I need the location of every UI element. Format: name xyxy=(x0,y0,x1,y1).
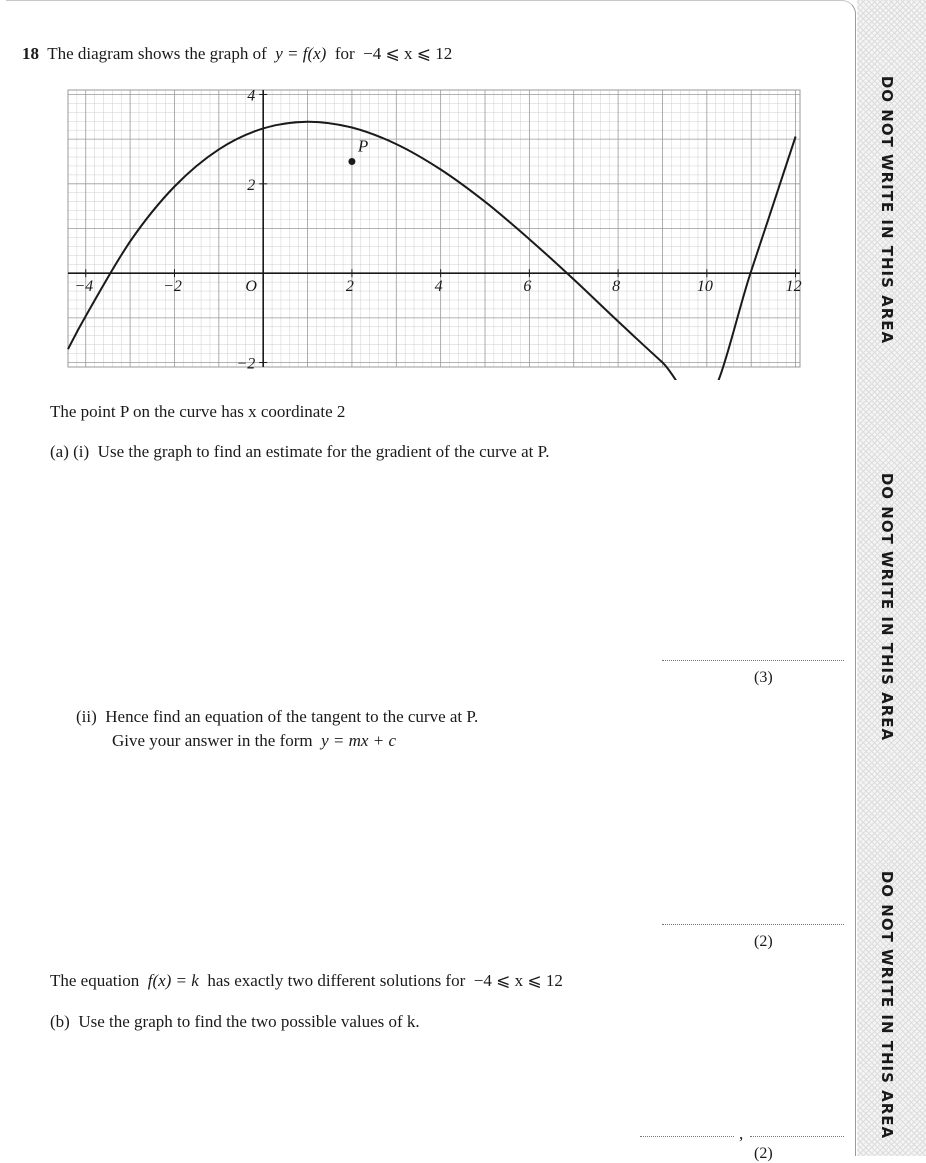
function-label: y = f(x) xyxy=(275,44,327,63)
answer-line-a-i[interactable] xyxy=(662,660,844,661)
form-expression: y = mx + c xyxy=(321,731,396,750)
equation-middle: has exactly two different solutions for xyxy=(207,971,466,990)
part-b-label: (b) xyxy=(50,1012,70,1031)
equation-range: −4 ⩽ x ⩽ 12 xyxy=(473,971,563,990)
part-a-ii xyxy=(76,707,478,727)
equation-statement xyxy=(50,971,563,991)
margin-warning-bottom: DO NOT WRITE IN THIS AREA xyxy=(878,870,897,1140)
part-a-label: (a) xyxy=(50,442,69,461)
answer-separator: , xyxy=(739,1124,744,1143)
x-tick-label: 4 xyxy=(434,278,443,296)
function-graph xyxy=(50,80,820,380)
x-tick-label: −4 xyxy=(74,278,94,296)
part-b xyxy=(50,1012,420,1032)
part-a-ii-form xyxy=(112,731,396,751)
y-tick-label: 2 xyxy=(247,176,256,194)
question-range: −4 ⩽ x ⩽ 12 xyxy=(363,44,453,63)
equation-expr: f(x) = k xyxy=(147,971,199,990)
x-tick-label: 10 xyxy=(696,278,713,296)
marks-a-ii: (2) xyxy=(754,933,773,950)
margin-warning-middle: DO NOT WRITE IN THIS AREA xyxy=(878,472,897,742)
part-a-i xyxy=(50,442,549,462)
question-heading xyxy=(22,44,452,64)
answer-line-b-1[interactable] xyxy=(640,1136,734,1137)
x-tick-label: O xyxy=(245,278,257,296)
part-a-i-text: Use the graph to find an estimate for the gradient of the curve at P. xyxy=(97,442,550,461)
answer-line-a-ii[interactable] xyxy=(662,924,844,925)
answer-line-b-2[interactable] xyxy=(750,1136,844,1137)
part-a-i-label: (i) xyxy=(73,442,90,461)
x-tick-label: −2 xyxy=(163,278,182,296)
point-p-statement: The point P on the curve has x coordinate 2 xyxy=(50,402,346,421)
part-a-ii-text: Hence find an equation of the tangent to the curve at P. xyxy=(105,707,479,726)
part-b-text: Use the graph to find the two possible values of k. xyxy=(78,1012,420,1031)
y-tick-label: 4 xyxy=(247,87,256,105)
equation-prefix: The equation xyxy=(50,971,140,990)
range-word: for xyxy=(334,44,355,63)
part-a-ii-label: (ii) xyxy=(76,707,97,726)
form-instruction: Give your answer in the form xyxy=(112,731,313,750)
x-tick-label: 6 xyxy=(523,278,532,296)
margin-warning-top: DO NOT WRITE IN THIS AREA xyxy=(878,75,897,345)
question-number: 18 xyxy=(22,44,39,63)
x-tick-label: 12 xyxy=(785,278,802,296)
point-p-label: P xyxy=(357,136,369,156)
x-tick-label: 2 xyxy=(345,278,354,296)
marks-a-i: (3) xyxy=(754,669,773,686)
marks-b: (2) xyxy=(754,1145,773,1162)
question-intro: The diagram shows the graph of xyxy=(47,44,267,63)
x-tick-label: 8 xyxy=(612,278,621,296)
y-tick-label: −2 xyxy=(236,355,256,373)
point-p-marker xyxy=(348,158,355,165)
